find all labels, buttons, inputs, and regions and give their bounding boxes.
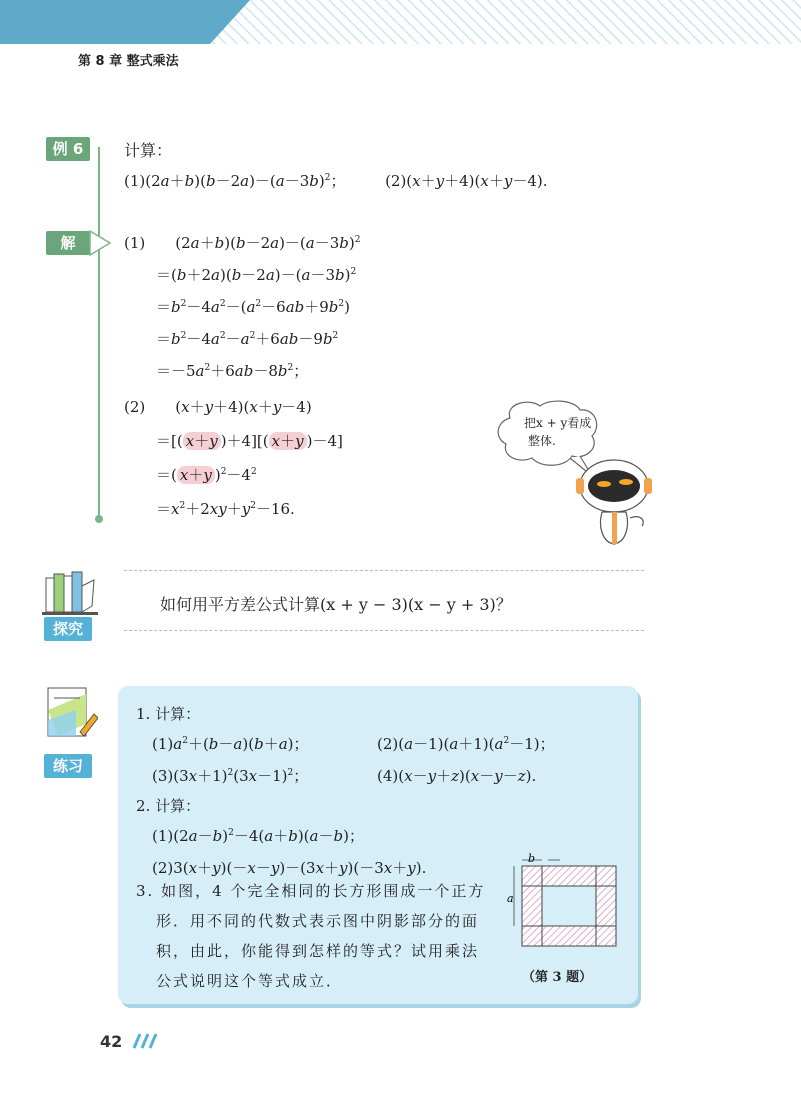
bubble-text bbox=[524, 414, 591, 450]
item-2-title: 计算： bbox=[155, 797, 201, 815]
explore-question: 如何用平方差公式计算(x + y − 3)(x − y + 3)？ bbox=[160, 595, 512, 614]
practice-item-2-exprs: $(1)(2a-b)^2-4(a+b)(a-b)$； (2)3(x＋y)(－x－y)－(3x＋y)(－3x＋y). bbox=[152, 827, 427, 877]
item-2-number: 2. bbox=[136, 797, 151, 815]
figure-label-a: a bbox=[507, 892, 514, 905]
example-prompt: 计算： bbox=[124, 141, 173, 160]
solution-tag-label: 解 bbox=[60, 234, 76, 252]
example-questions bbox=[124, 170, 548, 191]
question-3-figure bbox=[500, 852, 630, 952]
page-slashes-icon bbox=[128, 1033, 158, 1049]
practice-item-1-exprs: $(1)a^2+(b-a)(b+a)$； $(2)(a-1)(a+1)(a^2-1)$； $(3)(3x+1)^2(3x-1)^2$； (4)(x－y＋z)(x－y－z). bbox=[152, 735, 555, 785]
question-1: $(1)(2a+b)(b-2a)-(a-3b)^2$； bbox=[124, 172, 346, 190]
explore-divider-bottom bbox=[124, 630, 644, 631]
robot-mascot-icon bbox=[572, 456, 656, 546]
solution-guide-line bbox=[98, 147, 100, 519]
notebook-pencil-icon bbox=[40, 684, 98, 746]
practice-item-1 bbox=[136, 698, 200, 730]
item-3-line-2: 形．用不同的代数式表示图中阴影部分的面 bbox=[156, 912, 480, 930]
header-banner bbox=[0, 0, 801, 44]
practice-tag: 练习 bbox=[44, 754, 92, 778]
explore-divider-top bbox=[124, 570, 644, 571]
example-tag: 例 6 bbox=[46, 137, 90, 161]
part-2-label: (2) bbox=[124, 398, 146, 416]
item-1-title: 计算： bbox=[155, 705, 201, 723]
solution-part-2: (2) (x＋y＋4)(x＋y－4) ＝[( x＋y )＋4][( x＋y )－4] ＝( x＋y )$^2-4^2$ $=x^2+2xy+y^2-16$. bbox=[124, 398, 343, 518]
item-3-number: 3. bbox=[136, 882, 155, 900]
item-3-line-3: 积，由此，你能得到怎样的等式？试用乘法 bbox=[156, 942, 480, 960]
practice-item-2 bbox=[136, 790, 200, 822]
bubble-line-1: 把x + y看成 bbox=[524, 416, 592, 430]
item-1-number: 1. bbox=[136, 705, 151, 723]
solution-tag bbox=[46, 230, 116, 260]
item-3-line-1: 如图，4 个完全相同的长方形围成一个正方 bbox=[161, 882, 486, 900]
item-3-line-4: 公式说明这个等式成立． bbox=[156, 972, 344, 990]
guide-line-end-dot bbox=[95, 515, 103, 523]
figure-caption: （第 3 题） bbox=[522, 970, 593, 985]
books-icon bbox=[42, 566, 98, 616]
solution-part-1: (1) $(2a+b)(b-2a)-(a-3b)^2$ $=(b+2a)(b-2a)-(a-3b)^2$ $=b^2-4a^2-(a^2-6ab+9b^2)$ $=b^2-4a^2-a^2+6ab-9b^2$ $=-5a^2+6ab-8b^2$； bbox=[124, 234, 361, 380]
part-1-label: (1) bbox=[124, 234, 146, 252]
chapter-title: 第 8 章 整式乘法 bbox=[78, 54, 179, 69]
figure-label-b: b bbox=[528, 852, 536, 865]
question-2: (2)(x＋y＋4)(x＋y－4). bbox=[385, 172, 548, 190]
page-number-value: 42 bbox=[100, 1032, 123, 1051]
bubble-line-2: 整体. bbox=[528, 434, 556, 448]
explore-tag: 探究 bbox=[44, 617, 92, 641]
practice-item-3 bbox=[136, 876, 485, 996]
page-number bbox=[100, 1032, 158, 1051]
